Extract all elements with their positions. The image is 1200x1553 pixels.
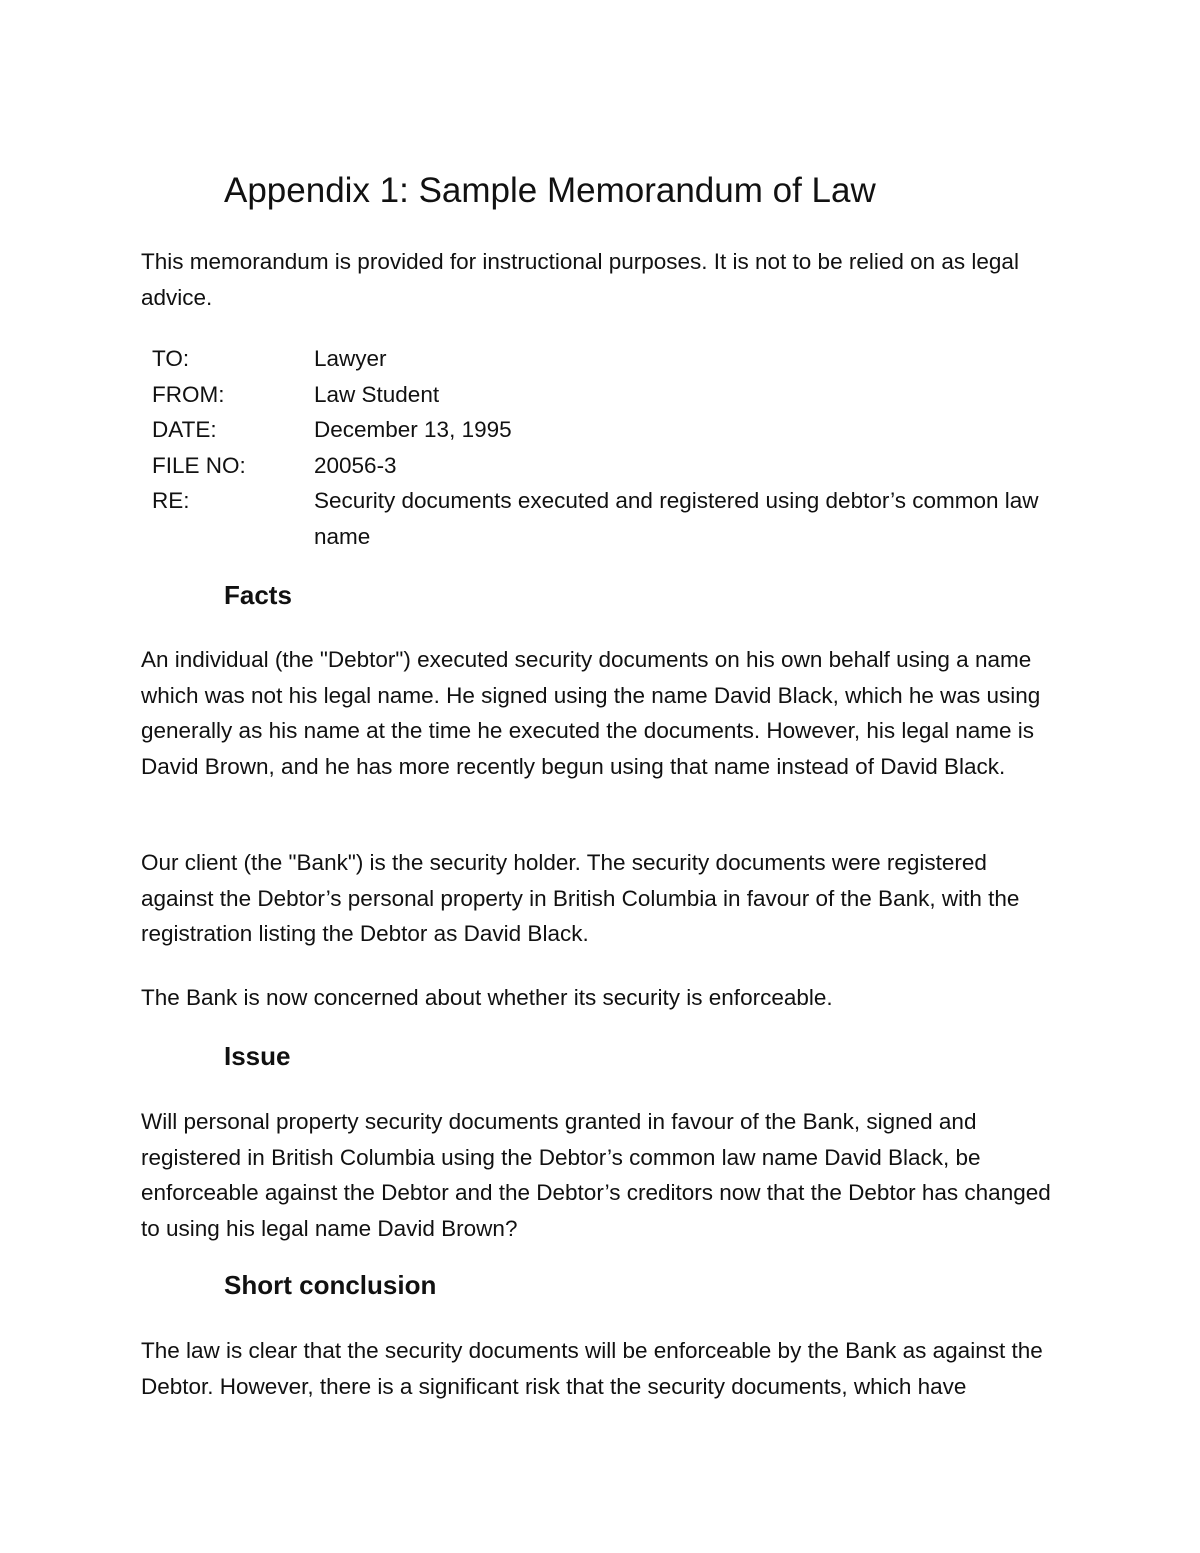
memo-value: Law Student: [314, 381, 440, 407]
memo-label: FILE NO:: [152, 452, 246, 478]
memo-row-file-no: [152, 448, 1052, 484]
memo-label: RE:: [152, 488, 190, 513]
page-title: Appendix 1: Sample Memorandum of Law: [224, 171, 876, 210]
memo-label: FROM:: [152, 381, 225, 407]
issue-heading: Issue: [224, 1041, 291, 1071]
facts-paragraph-1: An individual (the "Debtor") executed security documents on his own behalf using a name which was not his legal name. He signed using the name David Black, which he was using generally as his name at the time he executed the documents. However, his legal name is David Brown, and he has more recently begun using that name instead of David Black.: [141, 647, 1041, 779]
memo-row-date: [152, 412, 1052, 448]
memo-label: DATE:: [152, 417, 217, 442]
memo-row-from: [152, 377, 1052, 413]
memo-value: December 13, 1995: [314, 417, 512, 442]
short-conclusion-paragraph: The law is clear that the security documents will be enforceable by the Bank as against the Debtor. However, there is a significant risk that the security documents, which have: [141, 1338, 1043, 1399]
issue-paragraph: Will personal property security documents granted in favour of the Bank, signed and registered in British Columbia using the Debtor’s common law name David Black, be enforceable against the Debtor and the Debtor’s creditors now that the Debtor has changed to using his legal name David Brown?: [141, 1109, 1051, 1241]
memo-value: Lawyer: [314, 346, 387, 371]
facts-paragraph-3: The Bank is now concerned about whether its security is enforceable.: [141, 985, 833, 1010]
memo-value: 20056-3: [314, 452, 397, 478]
facts-heading: Facts: [224, 580, 292, 610]
short-conclusion-heading: Short conclusion: [224, 1270, 437, 1300]
memo-label: TO:: [152, 346, 190, 371]
memo-header: [152, 341, 1052, 554]
disclaimer-paragraph: This memorandum is provided for instructional purposes. It is not to be relied on as legal advice.: [141, 249, 1019, 310]
memo-row-to: [152, 341, 1052, 377]
memo-value: Security documents executed and registered using debtor’s common law name: [314, 488, 1039, 549]
memo-row-re: [152, 483, 1052, 554]
facts-paragraph-2: Our client (the "Bank") is the security holder. The security documents were registered against the Debtor’s personal property in British Columbia in favour of the Bank, with the registration listing the Debtor as David Black.: [141, 850, 1020, 946]
